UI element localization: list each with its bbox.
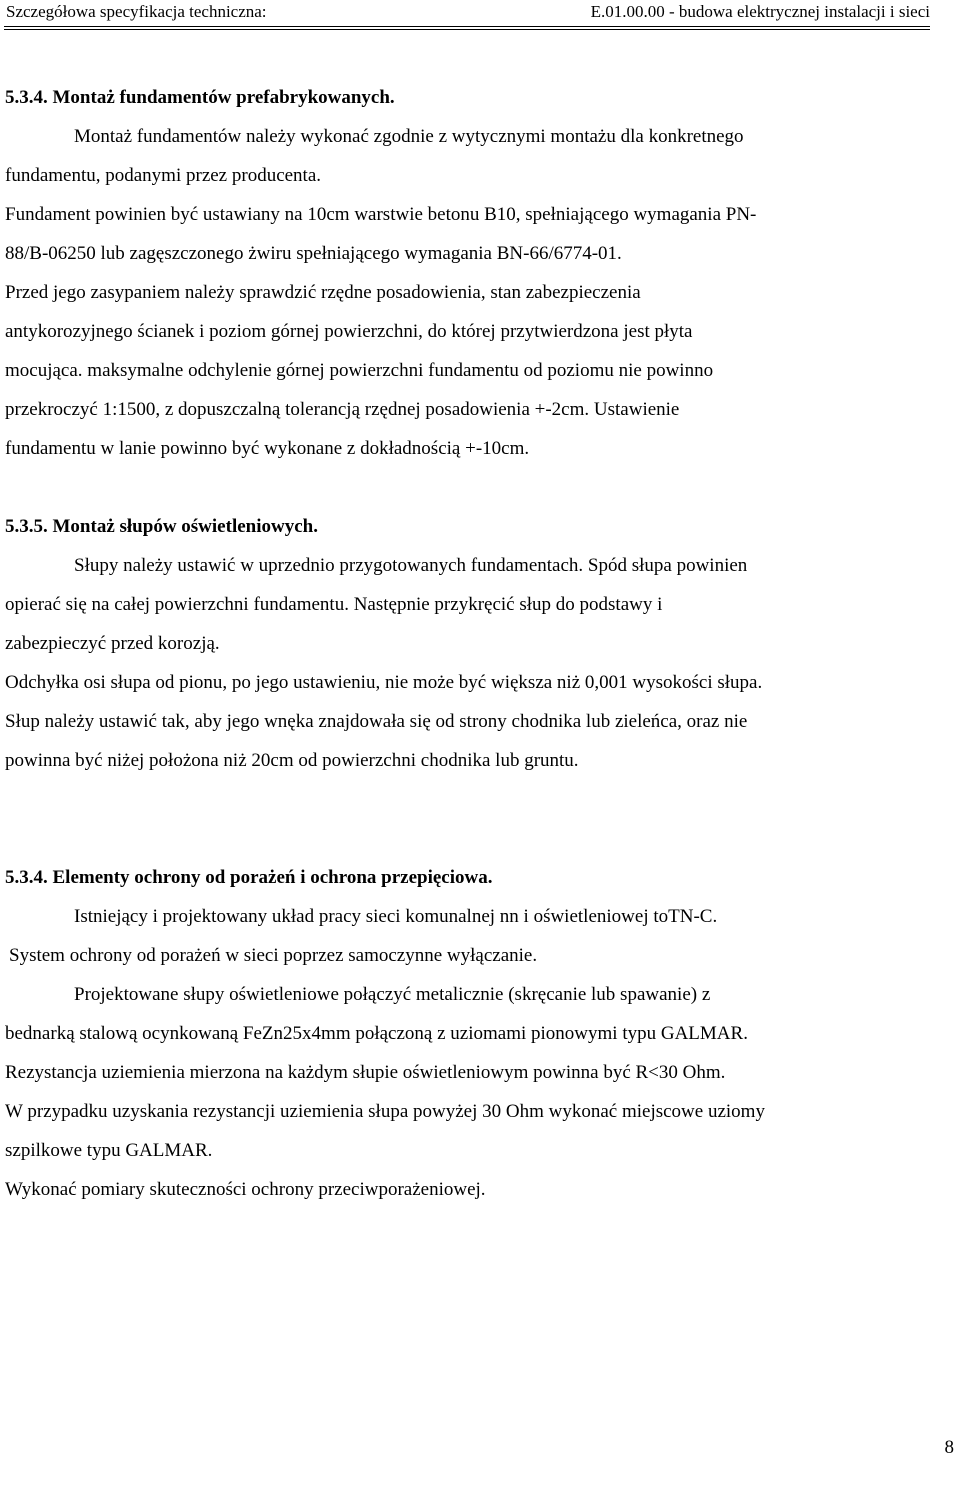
paragraph-line: System ochrony od porażeń w sieci poprzez samoczynne wyłączanie. [9, 945, 538, 966]
paragraph-line: Przed jego zasypaniem należy sprawdzić rzędne posadowienia, stan zabezpieczenia [5, 282, 641, 303]
paragraph-line: Słupy należy ustawić w uprzednio przygotowanych fundamentach. Spód słupa powinien [74, 555, 748, 576]
paragraph-line: przekroczyć 1:1500, z dopuszczalną tolerancją rzędnej posadowienia +-2cm. Ustawienie [5, 399, 680, 420]
paragraph-line: powinna być niżej położona niż 20cm od powierzchni chodnika lub gruntu. [5, 750, 579, 771]
paragraph-line: W przypadku uzyskania rezystancji uziemienia słupa powyżej 30 Ohm wykonać miejscowe uziomy [5, 1101, 765, 1122]
header-rule-top [4, 26, 930, 27]
paragraph-line: antykorozyjnego ścianek i poziom górnej powierzchni, do której przytwierdzona jest płyta [5, 321, 693, 342]
paragraph-line: Montaż fundamentów należy wykonać zgodnie z wytycznymi montażu dla konkretnego [74, 126, 744, 147]
paragraph-line: fundamentu, podanymi przez producenta. [5, 165, 322, 186]
header-rule-bottom [4, 29, 930, 30]
paragraph-line: mocująca. maksymalne odchylenie górnej powierzchni fundamentu od poziomu nie powinno [5, 360, 714, 381]
paragraph-line: Fundament powinien być ustawiany na 10cm warstwie betonu B10, spełniającego wymagania PN- [5, 204, 757, 225]
page-number: 8 [944, 1437, 954, 1458]
document-body [5, 82, 950, 1213]
header-document-title: Szczegółowa specyfikacja techniczna: [6, 2, 267, 21]
paragraph-line: fundamentu w lanie powinno być wykonane z dokładnością +-10cm. [5, 438, 530, 459]
section-heading-ochrona: 5.3.4. Elementy ochrony od porażeń i ochrona przepięciowa. [5, 867, 493, 888]
paragraph-line: Rezystancja uziemienia mierzona na każdym słupie oświetleniowym powinna być R<30 Ohm. [5, 1062, 726, 1083]
paragraph-gap [5, 472, 950, 511]
paragraph-line: Projektowane słupy oświetleniowe połączyć metalicznie (skręcanie lub spawanie) z [74, 984, 711, 1005]
section-heading-fundamenty: 5.3.4. Montaż fundamentów prefabrykowanych. [5, 87, 395, 108]
page-header [6, 0, 930, 28]
paragraph-line: Odchyłka osi słupa od pionu, po jego ustawieniu, nie może być większa niż 0,001 wysokości słupa. [5, 672, 763, 693]
paragraph-gap [5, 784, 950, 862]
header-section-code: E.01.00.00 - budowa elektrycznej instalacji i sieci [590, 2, 930, 21]
paragraph-line: Istniejący i projektowany układ pracy sieci komunalnej nn i oświetleniowej toTN-C. [74, 906, 718, 927]
paragraph-line: Wykonać pomiary skuteczności ochrony przeciwporażeniowej. [5, 1179, 486, 1200]
paragraph-line: bednarką stalową ocynkowaną FeZn25x4mm połączoną z uziomami pionowymi typu GALMAR. [5, 1023, 748, 1044]
paragraph-line: opierać się na całej powierzchni fundamentu. Następnie przykręcić słup do podstawy i [5, 594, 663, 615]
paragraph-line: Słup należy ustawić tak, aby jego wnęka znajdowała się od strony chodnika lub zieleńca, oraz nie [5, 711, 748, 732]
paragraph-line: szpilkowe typu GALMAR. [5, 1140, 213, 1161]
paragraph-line: 88/B-06250 lub zagęszczonego żwiru spełniającego wymagania BN-66/6774-01. [5, 243, 622, 264]
paragraph-line: zabezpieczyć przed korozją. [5, 633, 220, 654]
section-heading-slupy: 5.3.5. Montaż słupów oświetleniowych. [5, 516, 318, 537]
